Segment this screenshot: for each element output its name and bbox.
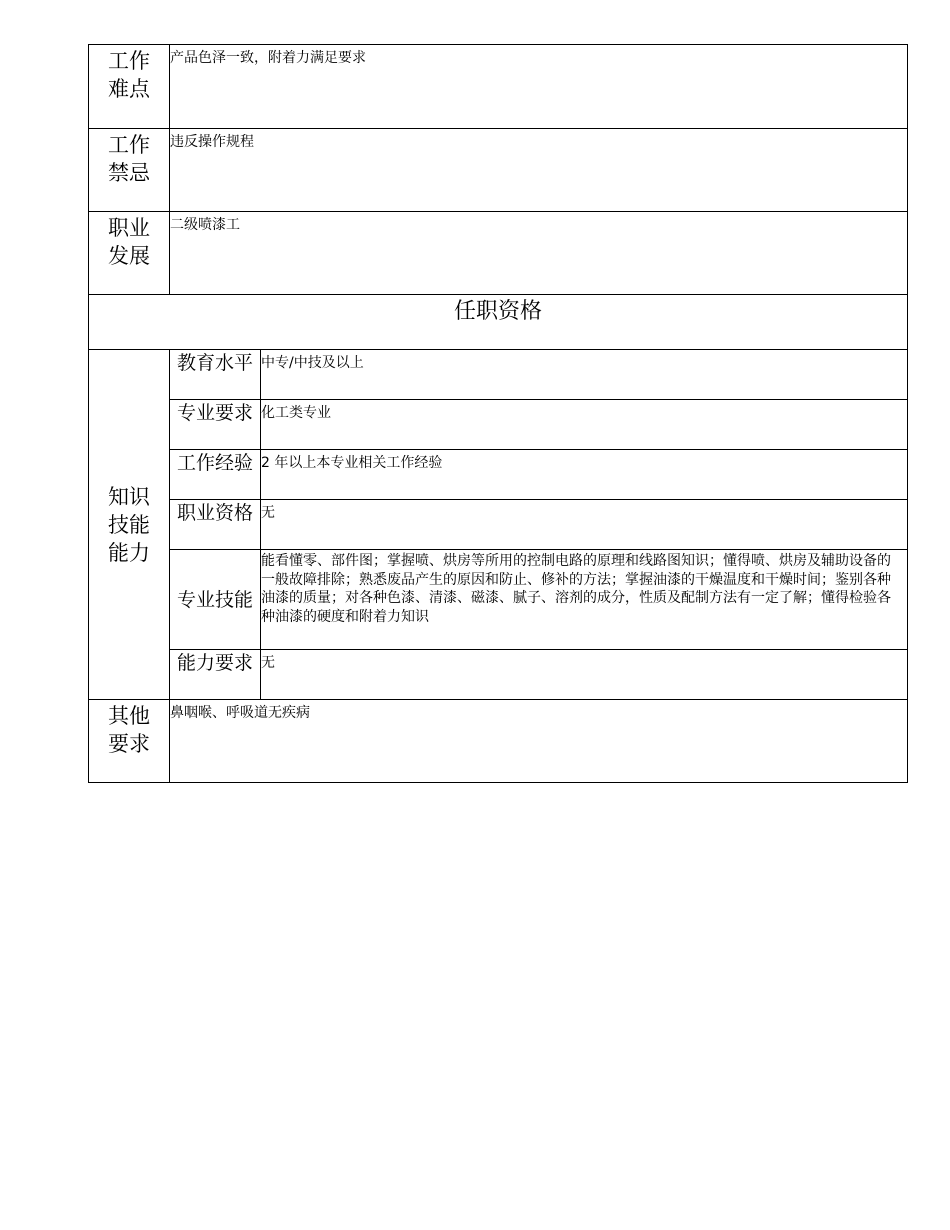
education-value: 中专/中技及以上 — [261, 350, 908, 400]
row-career-development — [89, 212, 908, 295]
job-description-table — [88, 44, 908, 783]
career-development-label: 职业发展 — [108, 216, 150, 268]
row-work-taboo — [89, 129, 908, 212]
row-other-requirements — [89, 700, 908, 783]
ability-value: 无 — [261, 650, 908, 700]
certification-value: 无 — [261, 500, 908, 550]
major-label: 专业要求 — [170, 400, 261, 450]
knowledge-skill-group-label: 知识技能能力 — [108, 484, 150, 565]
work-taboo-label: 工作禁忌 — [108, 133, 150, 185]
major-value: 化工类专业 — [261, 400, 908, 450]
knowledge-skill-group-cell — [89, 350, 170, 700]
career-development-value: 二级喷漆工 — [170, 212, 908, 295]
education-label: 教育水平 — [170, 350, 261, 400]
professional-skill-value: 能看懂零、部件图；掌握喷、烘房等所用的控制电路的原理和线路图知识；懂得喷、烘房及辅助设备的一般故障排除；熟悉废品产生的原因和防止、修补的方法；掌握油漆的干燥温度和干燥时间；鉴别各种油漆的质量；对各种色漆、清漆、磁漆、腻子、溶剂的成分，性质及配制方法有一定了解；懂得检验各种油漆的硬度和附着力知识 — [261, 550, 908, 650]
work-taboo-value: 违反操作规程 — [170, 129, 908, 212]
row-professional-skill — [89, 550, 908, 650]
ability-label: 能力要求 — [170, 650, 261, 700]
row-education — [89, 350, 908, 400]
other-requirements-label: 其他要求 — [108, 704, 150, 756]
qualification-section-title: 任职资格 — [89, 295, 908, 350]
row-qualification-header — [89, 295, 908, 350]
row-experience — [89, 450, 908, 500]
work-difficulty-value: 产品色泽一致，附着力满足要求 — [170, 45, 908, 129]
other-requirements-label-cell — [89, 700, 170, 783]
row-ability — [89, 650, 908, 700]
certification-label: 职业资格 — [170, 500, 261, 550]
work-taboo-label-cell — [89, 129, 170, 212]
row-certification — [89, 500, 908, 550]
experience-value: 2 年以上本专业相关工作经验 — [261, 450, 908, 500]
experience-label: 工作经验 — [170, 450, 261, 500]
row-major — [89, 400, 908, 450]
professional-skill-label: 专业技能 — [170, 550, 261, 650]
career-development-label-cell — [89, 212, 170, 295]
work-difficulty-label: 工作难点 — [108, 49, 150, 101]
work-difficulty-label-cell — [89, 45, 170, 129]
other-requirements-value: 鼻咽喉、呼吸道无疾病 — [170, 700, 908, 783]
row-work-difficulty — [89, 45, 908, 129]
